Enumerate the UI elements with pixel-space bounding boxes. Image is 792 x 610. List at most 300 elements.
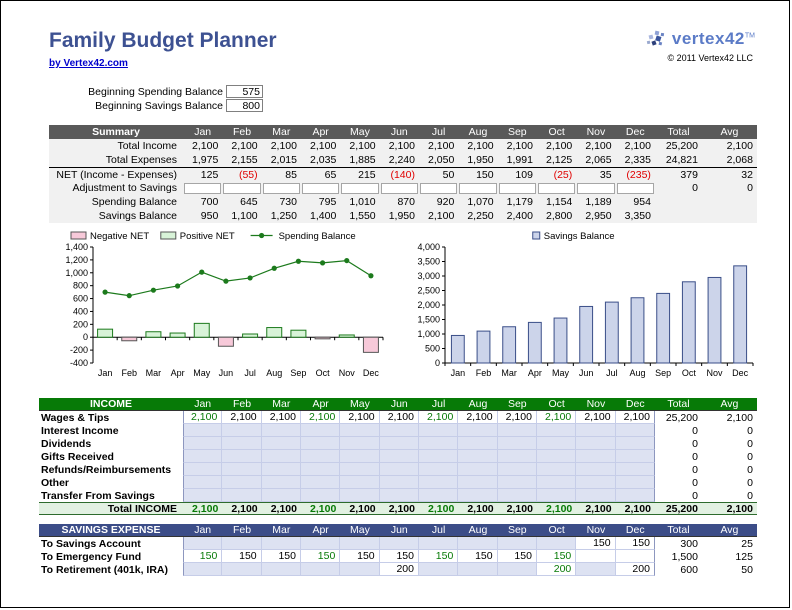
month-cell[interactable] [576, 550, 615, 563]
month-cell[interactable] [576, 563, 615, 576]
y-tick-label: 0 [82, 332, 88, 343]
month-cell[interactable] [498, 463, 537, 476]
adjustment-cell[interactable] [380, 181, 419, 195]
month-cell[interactable] [183, 537, 222, 550]
bar [315, 337, 330, 339]
y-tick-label: 2,500 [417, 285, 440, 296]
month-cell: 2,100 [310, 140, 337, 152]
month-cell[interactable]: 200 [616, 563, 655, 576]
bar [146, 332, 161, 337]
month-cell[interactable] [380, 437, 419, 450]
month-header: Jan [194, 126, 212, 138]
month-cell[interactable] [340, 537, 379, 550]
adjustment-input[interactable] [420, 183, 457, 194]
vertex42-logo-icon [646, 30, 668, 48]
summary-row [49, 167, 757, 181]
month-cell[interactable] [380, 450, 419, 463]
month-cell[interactable] [340, 476, 379, 489]
adjustment-input[interactable] [577, 183, 614, 194]
total-cell: 0 [692, 463, 698, 476]
month-cell: 2,950 [585, 210, 612, 222]
month-cell[interactable] [262, 437, 301, 450]
month-cell[interactable] [616, 550, 655, 563]
adjustment-input[interactable] [617, 183, 654, 194]
adjustment-input[interactable] [263, 183, 300, 194]
month-cell[interactable] [616, 437, 655, 450]
month-cell[interactable] [458, 450, 497, 463]
month-cell[interactable] [183, 424, 222, 437]
month-cell[interactable] [340, 437, 379, 450]
month-cell: 2,065 [585, 154, 612, 166]
month-cell[interactable]: 2,100 [222, 411, 261, 424]
month-header: Oct [548, 126, 565, 138]
avg-header: Avg [720, 398, 739, 410]
month-cell[interactable] [301, 489, 340, 502]
month-cell[interactable] [537, 424, 576, 437]
month-cell[interactable] [419, 563, 458, 576]
month-cell[interactable]: 150 [380, 550, 419, 563]
month-cell[interactable] [419, 476, 458, 489]
month-cell: 2,100 [467, 140, 494, 152]
month-cell: 1,950 [388, 210, 415, 222]
month-cell[interactable] [222, 537, 261, 550]
month-cell[interactable] [183, 476, 222, 489]
month-cell: 2,100 [624, 503, 651, 514]
month-cell[interactable] [419, 537, 458, 550]
avg-cell: 0 [747, 489, 753, 502]
month-cell[interactable] [537, 489, 576, 502]
month-cell[interactable] [616, 463, 655, 476]
total-cell: 0 [692, 437, 698, 450]
month-cell[interactable] [222, 476, 261, 489]
table-header-title: SAVINGS EXPENSE [61, 524, 161, 536]
avg-cell: 125 [735, 550, 753, 563]
y-tick-label: 400 [72, 306, 88, 317]
copyright-text: © 2011 Vertex42 LLC [667, 53, 753, 63]
adjustment-cell[interactable] [537, 181, 576, 195]
month-cell: 2,100 [349, 140, 376, 152]
month-cell[interactable] [380, 537, 419, 550]
bar [194, 323, 209, 337]
month-cell: 2,155 [231, 154, 258, 166]
month-cell[interactable]: 150 [616, 537, 655, 550]
month-cell[interactable]: 150 [576, 537, 615, 550]
x-tick-label: Sep [290, 368, 307, 378]
month-cell[interactable] [576, 424, 615, 437]
month-cell[interactable] [380, 489, 419, 502]
month-cell[interactable] [183, 489, 222, 502]
total-header: Total [667, 126, 690, 138]
avg-cell: 2,100 [726, 140, 753, 152]
summary-row [49, 181, 757, 195]
month-cell: 795 [318, 196, 337, 208]
y-tick-label: 4,000 [417, 242, 440, 252]
line-marker [368, 273, 373, 278]
month-cell: 2,100 [585, 503, 612, 514]
bar [580, 306, 593, 363]
month-cell[interactable]: 2,100 [458, 411, 497, 424]
month-cell[interactable] [498, 476, 537, 489]
avg-cell: 25 [741, 537, 753, 550]
month-cell[interactable] [301, 476, 340, 489]
adjustment-input[interactable] [499, 183, 536, 194]
month-cell[interactable]: 150 [498, 550, 537, 563]
month-cell: 2,100 [388, 140, 415, 152]
month-cell[interactable] [458, 424, 497, 437]
month-cell[interactable] [262, 476, 301, 489]
month-cell[interactable]: 200 [537, 563, 576, 576]
row-label: Wages & Tips [41, 411, 110, 424]
month-cell[interactable] [498, 563, 537, 576]
month-cell: 2,100 [231, 503, 258, 514]
month-cell[interactable]: 2,100 [537, 411, 576, 424]
adjustment-input[interactable] [538, 183, 575, 194]
income-row [39, 450, 757, 463]
avg-cell: 2,068 [726, 154, 753, 166]
month-header: Jan [194, 398, 212, 410]
month-cell[interactable]: 150 [340, 550, 379, 563]
month-cell[interactable] [301, 537, 340, 550]
line-marker [127, 293, 132, 298]
row-label: Transfer From Savings [41, 489, 155, 502]
adjustment-cell[interactable] [419, 181, 458, 195]
total-row-label: Total INCOME [107, 503, 177, 514]
month-cell[interactable] [537, 450, 576, 463]
x-tick-label: Feb [475, 368, 492, 378]
avg-cell: 0 [747, 463, 753, 476]
month-cell[interactable] [262, 537, 301, 550]
summary-row [49, 139, 757, 153]
month-cell[interactable] [222, 463, 261, 476]
adjustment-cell[interactable] [616, 181, 655, 195]
total-cell: 0 [692, 182, 698, 194]
month-cell[interactable] [340, 489, 379, 502]
month-cell[interactable] [340, 463, 379, 476]
spending-balance-chart [49, 227, 391, 387]
month-cell[interactable] [340, 563, 379, 576]
month-cell[interactable] [262, 489, 301, 502]
table-header-title: INCOME [90, 398, 132, 410]
month-cell: 3,350 [624, 210, 651, 222]
month-cell: 150 [476, 168, 494, 181]
adjustment-cell[interactable] [458, 181, 497, 195]
bar [682, 282, 695, 363]
month-header: Nov [586, 524, 606, 536]
x-tick-label: Mar [501, 368, 517, 378]
month-cell: 2,335 [624, 154, 651, 166]
adjustment-input[interactable] [381, 183, 418, 194]
month-cell[interactable]: 200 [380, 563, 419, 576]
row-label: Other [41, 476, 70, 489]
month-cell: 730 [279, 196, 297, 208]
income-row [39, 437, 757, 450]
total-cell [655, 209, 702, 223]
adjustment-cell[interactable] [301, 181, 340, 195]
month-cell[interactable] [458, 537, 497, 550]
income-row [39, 476, 757, 489]
month-header: May [350, 398, 370, 410]
month-cell[interactable] [301, 463, 340, 476]
legend-label: Savings Balance [543, 231, 615, 242]
avg-cell [702, 195, 757, 209]
legend-line-marker [259, 233, 264, 238]
savings-expense-table [39, 524, 757, 576]
y-tick-label: 3,500 [417, 256, 440, 267]
month-cell[interactable]: 150 [537, 550, 576, 563]
month-cell[interactable] [458, 437, 497, 450]
adjustment-cell[interactable] [576, 181, 615, 195]
month-cell[interactable] [262, 424, 301, 437]
month-cell: 1,189 [585, 196, 612, 208]
month-cell[interactable] [419, 424, 458, 437]
avg-cell: 2,100 [726, 503, 753, 514]
row-label: Adjustment to Savings [72, 182, 177, 194]
bar [477, 331, 490, 363]
month-cell[interactable] [419, 489, 458, 502]
y-tick-label: 800 [72, 280, 88, 291]
month-cell: 2,100 [428, 210, 455, 222]
adjustment-cell[interactable] [498, 181, 537, 195]
month-header: Aug [468, 398, 488, 410]
month-cell[interactable] [380, 476, 419, 489]
month-cell[interactable] [222, 437, 261, 450]
month-cell: 2,100 [585, 140, 612, 152]
month-cell[interactable]: 150 [222, 550, 261, 563]
month-cell[interactable] [498, 450, 537, 463]
month-cell[interactable] [262, 463, 301, 476]
month-cell[interactable] [537, 463, 576, 476]
month-cell[interactable] [537, 476, 576, 489]
y-tick-label: 1,000 [65, 267, 88, 278]
vertex42-link[interactable]: by Vertex42.com [49, 58, 128, 69]
month-cell: 2,100 [270, 503, 297, 514]
month-cell[interactable] [222, 424, 261, 437]
row-label: Savings Balance [98, 210, 177, 222]
month-header: Oct [548, 524, 565, 536]
bar [657, 293, 670, 363]
month-cell: 1,010 [349, 196, 376, 208]
month-cell: 2,250 [467, 210, 494, 222]
adjustment-cell[interactable] [262, 181, 301, 195]
month-header: Feb [232, 126, 252, 138]
month-cell[interactable]: 150 [183, 550, 222, 563]
month-cell: 1,991 [506, 154, 533, 166]
month-cell[interactable] [616, 476, 655, 489]
income-row [39, 463, 757, 476]
month-cell[interactable] [537, 437, 576, 450]
month-cell: 2,100 [349, 503, 376, 514]
month-cell[interactable]: 2,100 [419, 411, 458, 424]
month-cell: 2,100 [428, 140, 455, 152]
bar [243, 334, 258, 337]
month-cell[interactable] [419, 463, 458, 476]
bar [218, 337, 233, 346]
month-cell: 2,100 [428, 503, 455, 514]
income-row [39, 424, 757, 437]
adjustment-input[interactable] [459, 183, 496, 194]
month-cell[interactable]: 150 [301, 550, 340, 563]
month-cell[interactable]: 150 [262, 550, 301, 563]
month-cell[interactable] [262, 450, 301, 463]
bar [451, 335, 464, 363]
total-row [39, 502, 757, 515]
legend-swatch [71, 232, 86, 239]
month-header: Jul [431, 524, 446, 536]
x-tick-label: May [551, 368, 570, 378]
month-cell: 645 [240, 196, 258, 208]
y-tick-label: 0 [434, 358, 440, 368]
month-cell[interactable]: 150 [458, 550, 497, 563]
row-label: Total Expenses [105, 154, 177, 166]
trademark-symbol: TM [744, 32, 755, 40]
month-cell[interactable]: 2,100 [301, 411, 340, 424]
month-cell[interactable] [222, 563, 261, 576]
month-cell[interactable]: 2,100 [183, 411, 222, 424]
x-tick-label: Mar [145, 368, 162, 378]
month-cell[interactable] [498, 424, 537, 437]
month-cell[interactable] [183, 450, 222, 463]
total-cell: 0 [692, 424, 698, 437]
line-marker [344, 258, 349, 263]
savings-row [39, 563, 757, 576]
income-table [39, 398, 757, 515]
x-tick-label: Jun [578, 368, 594, 378]
month-cell[interactable] [419, 450, 458, 463]
month-cell: 1,250 [270, 210, 297, 222]
month-cell[interactable] [498, 537, 537, 550]
bar [631, 298, 644, 363]
month-cell[interactable] [340, 424, 379, 437]
x-tick-label: Nov [338, 368, 355, 378]
x-tick-label: Jul [244, 368, 256, 378]
y-tick-label: 1,200 [65, 254, 88, 265]
month-header: Apr [312, 398, 329, 410]
month-cell[interactable]: 2,100 [340, 411, 379, 424]
vertex42-logo [646, 29, 755, 63]
month-cell[interactable] [262, 563, 301, 576]
month-cell[interactable] [183, 563, 222, 576]
y-tick-label: 3,000 [417, 271, 440, 281]
avg-cell: 0 [747, 476, 753, 489]
avg-cell [702, 209, 757, 223]
x-tick-label: Dec [732, 368, 749, 378]
month-cell[interactable]: 2,100 [616, 411, 655, 424]
month-cell[interactable] [183, 437, 222, 450]
month-cell: (25) [553, 168, 573, 181]
month-cell: 2,100 [546, 140, 573, 152]
month-cell[interactable] [419, 437, 458, 450]
month-cell: 35 [599, 168, 612, 181]
month-cell[interactable]: 2,100 [576, 411, 615, 424]
month-cell: 85 [285, 168, 297, 181]
month-cell[interactable] [380, 424, 419, 437]
month-cell[interactable] [301, 563, 340, 576]
month-cell[interactable] [576, 489, 615, 502]
month-cell[interactable] [498, 437, 537, 450]
month-cell: 1,975 [192, 154, 219, 166]
avg-header: Avg [720, 126, 739, 138]
beginning-spending-label: Beginning Spending Balance [88, 86, 223, 98]
month-cell[interactable]: 2,100 [262, 411, 301, 424]
x-tick-label: Oct [681, 368, 696, 378]
month-cell[interactable]: 150 [419, 550, 458, 563]
month-cell: 1,154 [546, 196, 573, 208]
month-cell: 2,035 [310, 154, 337, 166]
month-cell[interactable] [222, 450, 261, 463]
adjustment-cell[interactable] [183, 181, 222, 195]
month-cell: 2,100 [546, 503, 573, 514]
month-cell[interactable] [301, 437, 340, 450]
adjustment-input[interactable] [223, 183, 260, 194]
bar [339, 335, 354, 337]
month-cell[interactable] [380, 463, 419, 476]
month-cell[interactable] [616, 450, 655, 463]
month-cell: 1,950 [467, 154, 494, 166]
month-cell: 65 [324, 168, 337, 181]
month-header: Nov [586, 398, 606, 410]
month-cell: 1,885 [349, 154, 376, 166]
avg-cell: 0 [747, 424, 753, 437]
month-cell: 2,100 [192, 503, 219, 514]
month-cell[interactable]: 2,100 [498, 411, 537, 424]
month-cell[interactable] [458, 463, 497, 476]
month-cell[interactable] [458, 489, 497, 502]
month-header: Dec [625, 524, 645, 536]
month-cell[interactable] [576, 450, 615, 463]
x-tick-label: Apr [527, 368, 542, 378]
adjustment-input[interactable] [184, 183, 221, 194]
adjustment-cell[interactable] [340, 181, 379, 195]
month-header: Mar [272, 398, 291, 410]
beginning-spending-input[interactable]: 575 [226, 85, 263, 98]
month-cell[interactable] [301, 450, 340, 463]
month-cell[interactable] [576, 437, 615, 450]
month-cell[interactable] [183, 463, 222, 476]
month-cell: 1,550 [349, 210, 376, 222]
month-cell[interactable] [340, 450, 379, 463]
adjustment-cell[interactable] [222, 181, 261, 195]
month-cell[interactable] [576, 463, 615, 476]
month-cell: 50 [442, 168, 455, 181]
adjustment-input[interactable] [341, 183, 378, 194]
line-marker [223, 279, 228, 284]
month-cell[interactable] [458, 476, 497, 489]
month-cell: 2,100 [506, 140, 533, 152]
month-cell[interactable] [616, 424, 655, 437]
avg-cell: 50 [741, 563, 753, 576]
month-cell[interactable] [222, 489, 261, 502]
line-marker [296, 259, 301, 264]
legend-swatch [533, 232, 540, 239]
month-cell[interactable] [301, 424, 340, 437]
month-cell[interactable]: 2,100 [380, 411, 419, 424]
y-tick-label: 200 [72, 319, 88, 330]
month-cell[interactable] [616, 489, 655, 502]
bar [267, 328, 282, 338]
total-cell: 25,200 [665, 411, 698, 424]
total-header: Total [667, 524, 690, 536]
month-cell[interactable] [537, 537, 576, 550]
month-cell[interactable] [498, 489, 537, 502]
adjustment-input[interactable] [302, 183, 339, 194]
beginning-savings-input[interactable]: 800 [226, 99, 263, 112]
line-marker [272, 266, 277, 271]
month-cell[interactable] [458, 563, 497, 576]
month-cell: 1,179 [506, 196, 533, 208]
month-cell[interactable] [576, 476, 615, 489]
x-tick-label: Sep [655, 368, 672, 378]
avg-cell: 0 [747, 450, 753, 463]
